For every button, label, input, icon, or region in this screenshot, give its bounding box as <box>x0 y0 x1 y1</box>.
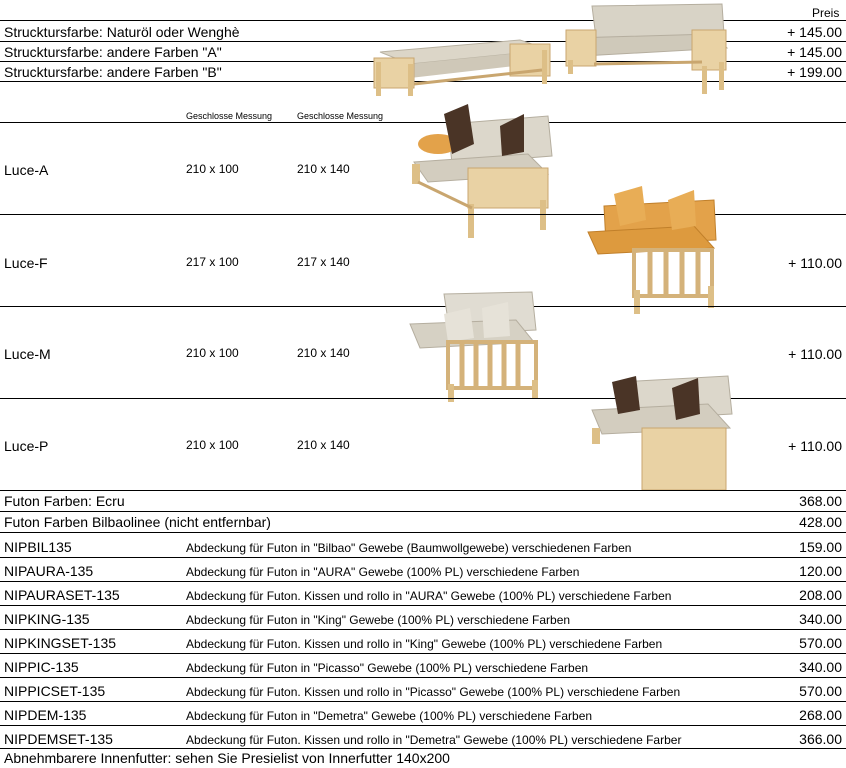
cover-description: Abdeckung für Futon in "Demetra" Gewebe (100% PL) verschiedene Farben <box>186 709 593 723</box>
cover-description: Abdeckung für Futon. Kissen und rollo in "King" Gewebe (100% PL) verschiedene Farben <box>186 637 663 651</box>
cover-description: Abdeckung für Futon. Kissen und rollo in "AURA" Gewebe (100% PL) verschiedene Farben <box>186 589 672 603</box>
cover-price: 570.00 <box>799 635 842 651</box>
model-price: + 110.00 <box>788 438 842 454</box>
futon-color-label: Futon Farben: Ecru <box>4 493 125 509</box>
model-name: Luce-F <box>4 255 48 271</box>
cover-description: Abdeckung für Futon. Kissen und rollo in "Picasso" Gewebe (100% PL) verschiedene Farben <box>186 685 681 699</box>
divider <box>0 701 846 702</box>
cover-code: NIPDEM-135 <box>4 707 87 723</box>
cover-code: NIPBIL135 <box>4 539 72 555</box>
cover-code: NIPPICSET-135 <box>4 683 106 699</box>
cover-price: 208.00 <box>799 587 842 603</box>
divider <box>0 490 846 491</box>
cover-code: NIPDEMSET-135 <box>4 731 113 747</box>
futon-color-price: 368.00 <box>799 493 842 509</box>
cover-price: 366.00 <box>799 731 842 747</box>
luce-p-sofa-image <box>588 374 738 496</box>
divider <box>0 532 846 533</box>
divider <box>0 605 846 606</box>
futon-frame-sofa-image <box>562 0 732 98</box>
luce-m-sofa-image <box>404 290 554 404</box>
cover-code: NIPAURASET-135 <box>4 587 120 603</box>
futon-color-price: 428.00 <box>799 514 842 530</box>
cover-price: 120.00 <box>799 563 842 579</box>
divider <box>0 653 846 654</box>
divider <box>0 557 846 558</box>
model-size-open: 210 x 140 <box>297 162 350 176</box>
model-price: + 110.00 <box>788 255 842 271</box>
divider <box>0 677 846 678</box>
cover-price: 570.00 <box>799 683 842 699</box>
model-size-open: 210 x 140 <box>297 438 350 452</box>
divider <box>0 629 846 630</box>
model-size-closed: 210 x 100 <box>186 162 239 176</box>
cover-description: Abdeckung für Futon in "Picasso" Gewebe (100% PL) verschiedene Farben <box>186 661 589 675</box>
model-name: Luce-M <box>4 346 51 362</box>
model-size-closed: 210 x 100 <box>186 438 239 452</box>
cover-code: NIPAURA-135 <box>4 563 94 579</box>
model-size-open: 217 x 140 <box>297 255 350 269</box>
size-column-header: Geschlosse Messung <box>297 111 384 121</box>
cover-price: 340.00 <box>799 659 842 675</box>
divider <box>0 725 846 726</box>
cover-description: Abdeckung für Futon in "Bilbao" Gewebe (Baumwollgewebe) verschiedenen Farben <box>186 541 632 555</box>
structure-color-price: + 145.00 <box>787 24 842 40</box>
model-size-closed: 217 x 100 <box>186 255 239 269</box>
luce-a-sofa-image <box>408 104 558 240</box>
structure-color-price: + 199.00 <box>787 64 842 80</box>
structure-color-price: + 145.00 <box>787 44 842 60</box>
cover-code: NIPPIC-135 <box>4 659 79 675</box>
size-column-header: Geschlosse Messung <box>186 111 273 121</box>
cover-price: 268.00 <box>799 707 842 723</box>
cover-price: 340.00 <box>799 611 842 627</box>
footer-note: Abnehmbarere Innenfutter: sehen Sie Presielist von Innerfutter 140x200 <box>4 750 450 766</box>
model-name: Luce-P <box>4 438 49 454</box>
preis-header: Preis <box>812 6 840 20</box>
futon-color-label: Futon Farben Bilbaolinee (nicht entfernbar) <box>4 514 271 530</box>
model-size-open: 210 x 140 <box>297 346 350 360</box>
cover-price: 159.00 <box>799 539 842 555</box>
cover-code: NIPKINGSET-135 <box>4 635 117 651</box>
divider <box>0 748 846 749</box>
structure-color-label: Strucktursfarbe: andere Farben "A" <box>4 44 222 60</box>
cover-code: NIPKING-135 <box>4 611 90 627</box>
model-name: Luce-A <box>4 162 49 178</box>
model-size-closed: 210 x 100 <box>186 346 239 360</box>
divider <box>0 511 846 512</box>
futon-frame-flat-image <box>370 22 560 98</box>
cover-description: Abdeckung für Futon in "King" Gewebe (100% PL) verschiedene Farben <box>186 613 571 627</box>
structure-color-label: Strucktursfarbe: Naturöl oder Wenghè <box>4 24 240 40</box>
structure-color-label: Strucktursfarbe: andere Farben "B" <box>4 64 222 80</box>
cover-description: Abdeckung für Futon in "AURA" Gewebe (100% PL) verschiedene Farben <box>186 565 580 579</box>
divider <box>0 581 846 582</box>
cover-description: Abdeckung für Futon. Kissen und rollo in "Demetra" Gewebe (100% PL) verschiedene Farber <box>186 733 682 747</box>
luce-f-sofa-image <box>584 186 724 316</box>
model-price: + 110.00 <box>788 346 842 362</box>
